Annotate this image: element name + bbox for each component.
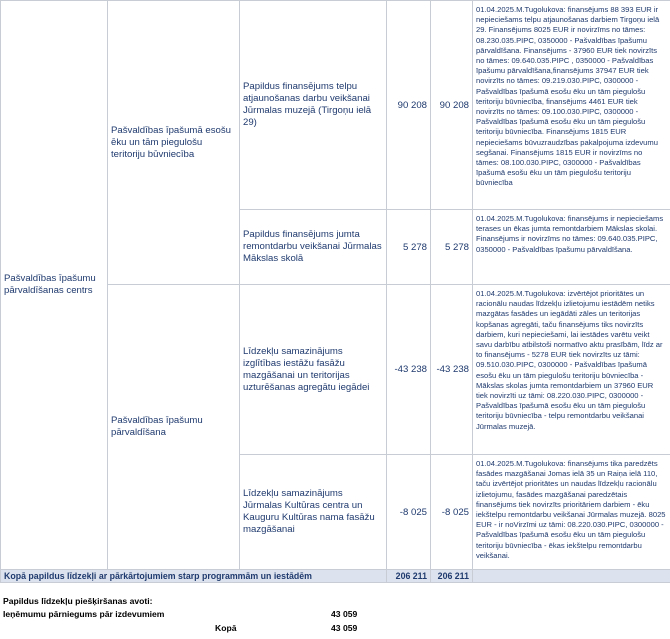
sources-total-value: 43 059: [331, 623, 358, 633]
org-cell: [1, 1, 108, 570]
amount-cell: [387, 285, 431, 455]
comment-cell: [473, 455, 670, 570]
measure-cell: [240, 455, 387, 570]
total-amount: 206 211: [395, 571, 427, 581]
total-amount-cell: [387, 570, 431, 583]
program-cell: [108, 1, 240, 285]
table-row: [1, 1, 670, 210]
org-name: Pašvaldības īpašumu pārvaldīšanas centrs: [4, 273, 96, 296]
amount-value: 5 278: [444, 241, 469, 253]
measure-text: Līdzekļu samazinājums izglītības iestāžu fasāžu mazgāšanai un teritorijas uzturēšanas agregātu iegādei: [243, 345, 370, 393]
comment-cell: [473, 1, 670, 210]
measure-cell: [240, 210, 387, 285]
amount-cell: [431, 210, 473, 285]
amount-cell: [387, 210, 431, 285]
sources-line-label: Ieņēmumu pārniegums pār izdevumiem: [3, 609, 165, 619]
total-amount-cell: [431, 570, 473, 583]
comment-cell: [473, 210, 670, 285]
sources-line-value: 43 059: [331, 609, 358, 619]
amount-value: 90 208: [439, 99, 469, 111]
total-row: [1, 570, 670, 583]
total-label-cell: [1, 570, 387, 583]
program-name: Pašvaldības īpašumu pārvaldīšana: [111, 415, 203, 438]
measure-cell: [240, 285, 387, 455]
amount-value: -8 025: [441, 506, 469, 518]
amount-value: -43 238: [436, 364, 469, 375]
measure-cell: [240, 1, 387, 210]
amount-cell: [387, 455, 431, 570]
sources-heading: Papildus līdzekļu piešķiršanas avoti:: [3, 596, 153, 606]
amount-value: 90 208: [397, 99, 427, 111]
amount-cell: [431, 285, 473, 455]
amount-value: -43 238: [394, 364, 427, 375]
comment-text: 01.04.2025.M.Tugolukova: izvērtējot prioritātes un racionālu naudas līdzekļu izlietojumu iestādēm netiks mazgātas fasādes un iegādāti zāles un teritorijas kopšanas agregāti, taču finansējums tiks novirzīts darbiem, kuri nepieciešami, lai iestādes varētu veikt savu darbību atbilstoši normatīvo aktu prasībām, līdz ar to finansējums - 5278 EUR tiek novirzīts uz tāmi: 09.510.030.PIPC, 0300000 - Pašvaldības īpašumā esošu ēku un tām piegulošu teritoriju būvniecība - Mākslas skolas jumta remontdarbiem un 37960 EUR tiek novirzīti uz tāmi: 08.220.030.PIPC, 0300000 - Pašvaldības īpašumā esošu ēku un tām piegulošu teritoriju būvniecība - telpu remontdarbu veikšanai Jūrmalas muzejā.: [476, 289, 663, 431]
amount-cell: [431, 455, 473, 570]
program-name: Pašvaldības īpašumā esošu ēku un tām piegulošu teritoriju būvniecība: [111, 124, 231, 160]
comment-cell: [473, 285, 670, 455]
amount-cell: [387, 1, 431, 210]
comment-text: 01.04.2025.M.Tugolukova: finansējums ir nepieciešams terases un ēkas jumta remontdarbiem Mākslas skolai. Finansējums ir novirzīms no tāmes: 09.640.035.PIPC, 0350000 - Pašvaldības īpašumu pārvaldīšana.: [476, 214, 664, 254]
total-amount: 206 211: [437, 571, 469, 581]
total-empty-cell: [473, 570, 670, 583]
amount-cell: [431, 1, 473, 210]
program-cell: [108, 285, 240, 570]
amount-value: -8 025: [399, 506, 427, 518]
measure-text: Papildus finansējums jumta remontdarbu veikšanai Jūrmalas Mākslas skolā: [243, 229, 382, 264]
sources-total-label: Kopā: [215, 623, 237, 633]
amount-value: 5 278: [402, 241, 427, 253]
comment-text: 01.04.2025.M.Tugolukova: finansējums tika paredzēts fasādes mazgāšanai Jomas ielā 35 un Raiņa ielā 110, taču izvērtējot prioritātes un naudas līdzekļu racionālu izlietojumu, fasādes mazgāšanai paredzētais finansējums tiek novirzīts prioritāriem darbiem - ēku iekštelpu remontdarbu veikšanai Jūrmalas muzejā. 8025 EUR - ir noVirzīmi uz tāmi: 08.220.030.PIPC, 0300000 - Pašvaldības īpašumā esošu ēku un tām piegulošu teritoriju būvniecība - ēkas iekštelpu remontdarbu veikšanai.: [476, 459, 666, 560]
measure-text: Papildus finansējums telpu atjaunošanas darbu veikšanai Jūrmalas muzejā (Tirgoņu ielā 29): [243, 81, 372, 128]
measure-text: Līdzekļu samazinājums Jūrmalas Kultūras centra un Kauguru Kultūras nama fasāžu mazgāšanai: [243, 488, 375, 535]
comment-text: 01.04.2025.M.Tugolukova: finansējums 88 393 EUR ir nepieciešams telpu atjaunošanas darbiem Tirgoņu ielā 29. Finansējums 8025 EUR ir novirzīms no tāmes: 08.230.035.PIPC, 0350000 - Pašvaldības īpašumu pārvaldīšana. Finansējums - 37960 EUR tiek novirzīts no tāmes: 09.640.035.PIPC , 0350000 - Pašvaldības īpašumu pārvaldīšana,finansējums 37947 EUR tiek novirzīts no tāmes: 09.219.030.PIPC, 0300000 - Pašvaldības īpašumā esošu ēku un tām piegulošu teritoriju būvniecība, finansējums 4461 EUR tiek novirzīts no tāmes: 09.100.030.PIPC, 0300000 - Pašvaldības īpašumā esošu ēku un tām piegulošu teritoriju būvniecība. Finansējums 1815 EUR nepieciešams būvuzraudzības pakalpojuma izdevumu segšanai. Finansējums 1815 EUR ir novirzīms no tāmes: 08.100.030.PIPC, 0300000 - Pašvaldības īpašumā esošu ēku un tām piegulošu teritoriju būvniecība: [476, 5, 660, 188]
total-label: Kopā papildus līdzekļi ar pārkārtojumiem starp programmām un iestādēm: [4, 571, 312, 581]
